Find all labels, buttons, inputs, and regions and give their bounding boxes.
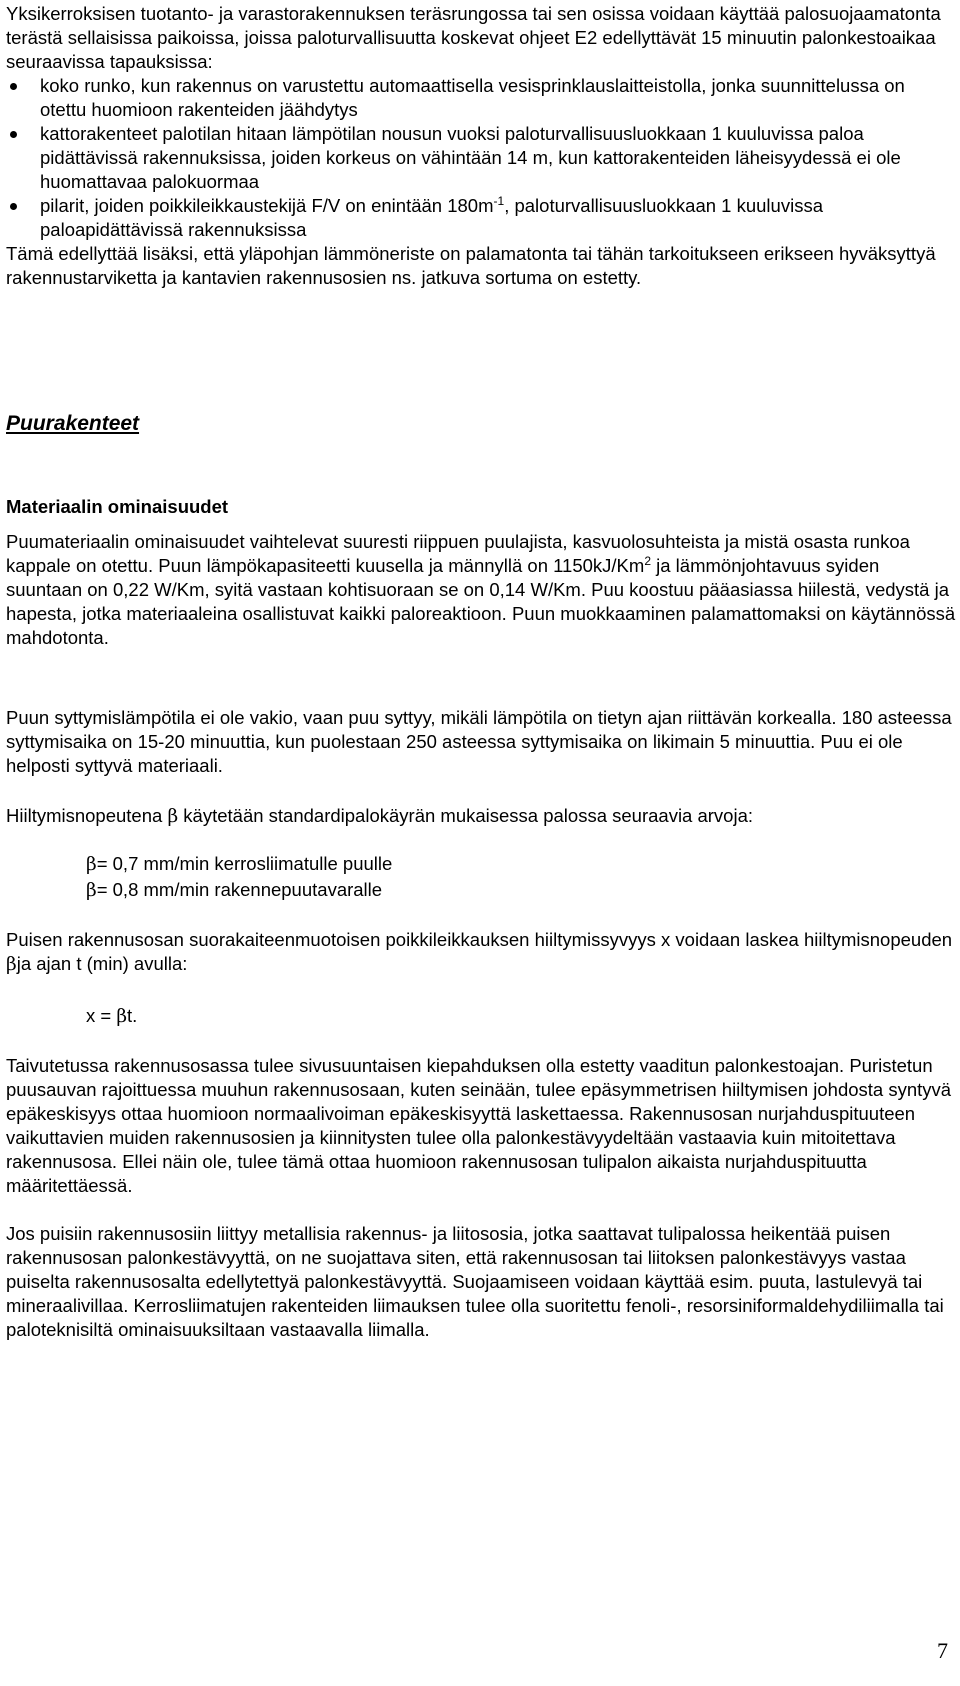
paragraph-charring — [6, 804, 956, 829]
bullet-text-b: , paloturvallisuusluokkaan 1 kuuluvissa paloapidättävissä rakennuksissa — [40, 195, 823, 240]
paragraph-text: käytetään standardipalokäyrän mukaisessa palossa seuraavia arvoja: — [178, 805, 754, 826]
paragraph-text: Hiiltymisnopeutena — [6, 805, 168, 826]
bullet-icon — [10, 131, 17, 138]
beta-symbol: β — [6, 954, 17, 975]
formula-text: t. — [127, 1005, 138, 1026]
paragraph-ignition: Puun syttymislämpötila ei ole vakio, vaan puu syttyy, mikäli lämpötila on tietyn ajan riittävän korkealla. 180 asteessa syttymisaika on 15-20 minuuttia, kun puolestaan 250 asteessa syttymisaika on likimain 5 minuuttia. Puu ei ole helposti syttyvä materiaali. — [6, 707, 952, 776]
beta-symbol: β — [86, 880, 97, 901]
paragraph-text: Puisen rakennusosan suorakaiteenmuotoisen poikkileikkauksen hiiltymissyvyys x voidaan laskea hiiltymisnopeuden — [6, 929, 953, 950]
beta-symbol: β — [116, 1006, 128, 1027]
bullet-text: koko runko, kun rakennus on varustettu automaattisella vesisprinklauslaitteistolla, jonka suunnittelussa on otettu huomioon rakenteiden jäähdytys — [40, 75, 905, 120]
formula-text: x = — [86, 1005, 117, 1026]
page-number: 7 — [937, 1638, 948, 1663]
bullet-text-a: pilarit, joiden poikkileikkaustekijä F/V on enintään 180m — [40, 195, 494, 216]
bullet-superscript: -1 — [493, 193, 505, 208]
paragraph-metal-parts: Jos puisiin rakennusosiin liittyy metallisia rakennus- ja liitososia, jotka saattavat tulipalossa heikentää puisen rakennusosan palonkestävyyttä, on ne suojattava siten, että rakennusosan tai liitoksen palonkestävyys vastaa puiselta rakennusosalta edellytettyä palonkestävyyttä. Suojaamiseen voidaan käyttää esim. puuta, lastulevyä tai mineraalivillaa. Kerrosliimatujen rakenteiden liimauksen tulee olla suoritettu fenoli-, resorsiniformaldehydiliimalla tai paloteknisiltä ominaisuuksiltaan vastaavalla liimalla. — [6, 1223, 944, 1340]
bullet-text: kattorakenteet palotilan hitaan lämpötilan nousun vuoksi paloturvallisuusluokkaan 1 kuuluvissa paloa pidättävissä rakennuksissa, joiden korkeus on vähintään 14 m, kun kattorakenteiden läheisyydessä ei ole huomattavaa palokuormaa — [40, 123, 901, 192]
formula — [86, 1004, 137, 1029]
beta-text: = 0,8 mm/min rakennepuutavaralle — [96, 879, 383, 900]
paragraph-text: ja ajan t (min) avulla: — [16, 953, 188, 974]
paragraph-buckling: Taivutetussa rakennusosassa tulee sivusuuntaisen kiepahduksen olla estetty vaaditun palonkestoajan. Puristetun puusauvan rajoittuessa muuhun rakennusosaan, kuten seinään, tulee epäsymmetrisen hiiltymisen johdosta syntyvä epäkeskisyys ottaa huomioon normaalivoiman epäkeskisyyttä laskettaessa. Rakennusosan nurjahduspituuteen vaikuttavien muiden rakennusosien ja kiinnitysten tulee olla palonkestävyydeltään vastaavia kuin mitoitettava rakennusosa. Ellei näin ole, tulee tämä ottaa huomioon rakennusosan tulipalon aikaista nurjahduspituutta määritettäessä. — [6, 1055, 952, 1196]
paragraph-text: ja lämmönjohtavuus syiden suuntaan on 0,22 W/Km, syitä vastaan kohtisuoraan se on 0,14 W/Km. Puu koostuu pääasiassa hiilestä, vedystä ja hapesta, jotka materiaaleina osallistuvat kaikki paloreaktioon. Puun muokkaaminen palamattomaksi on käytännössä mahdotonta. — [6, 555, 956, 648]
beta-text: = 0,7 mm/min kerrosliimatulle puulle — [96, 853, 393, 874]
bullet-icon — [10, 203, 17, 210]
intro-closing: Tämä edellyttää lisäksi, että yläpohjan lämmöneriste on palamatonta tai tähän tarkoitukseen erikseen hyväksyttyä rakennustarviketta ja kantavien rakennusosien ns. jatkuva sortuma on estetty. — [6, 243, 936, 288]
section-title: Puurakenteet — [6, 412, 140, 435]
intro-paragraph: Yksikerroksisen tuotanto- ja varastorakennuksen teräsrungossa tai sen osissa voidaan käyttää palosuojaamatonta terästä sellaisissa paikoissa, joissa paloturvallisuutta koskevat ohjeet E2 edellyttävät 15 minuutin palonkestoaikaa seuraavissa tapauksissa: — [6, 3, 941, 72]
beta-symbol: β — [167, 806, 179, 827]
bullet-item-1 — [40, 74, 950, 122]
bullet-item-2 — [40, 122, 950, 194]
superscript: 2 — [644, 553, 651, 568]
paragraph-depth — [6, 928, 956, 977]
beta-symbol: β — [86, 854, 97, 875]
bullet-icon — [10, 83, 17, 90]
section-subtitle: Materiaalin ominaisuudet — [6, 496, 229, 517]
paragraph-material — [6, 530, 956, 650]
paragraph-text: Puumateriaalin ominaisuudet vaihtelevat suuresti riippuen puulajista, kasvuolosuhteista ja mistä osasta runkoa kappale on otettu. Puun lämpökapasiteetti kuusella ja männyllä on 1150kJ/Km — [6, 531, 910, 576]
bullet-item-3 — [40, 194, 950, 242]
beta-value-1 — [86, 852, 392, 877]
beta-value-2 — [86, 878, 382, 903]
